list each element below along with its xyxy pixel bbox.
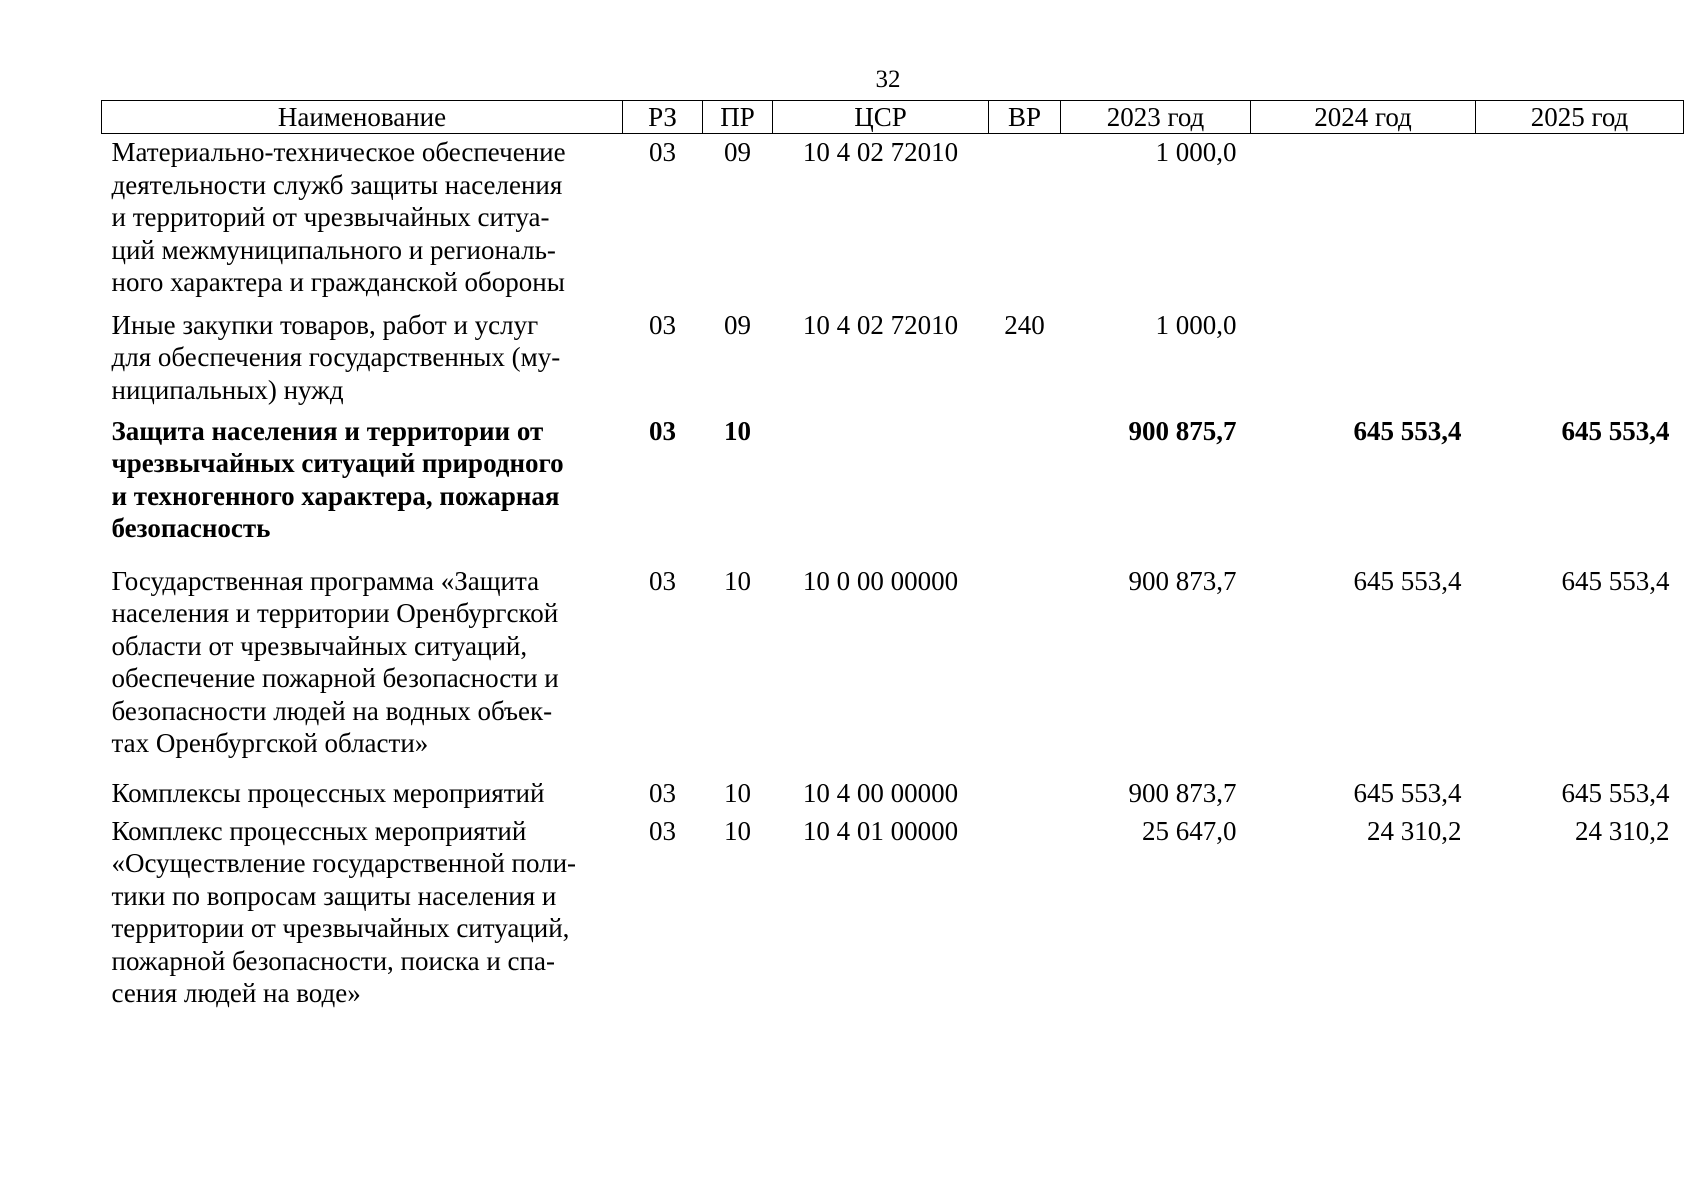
row-rz: 03 xyxy=(649,309,676,340)
row-pr: 10 xyxy=(724,415,751,446)
row-2025 xyxy=(1476,134,1684,309)
row-name-line: безопасности людей на водных объек- xyxy=(111,695,553,726)
row-vr xyxy=(989,415,1061,565)
row-name-line: Комплекс процессных мероприятий xyxy=(111,815,527,846)
page-number: 32 xyxy=(875,66,901,93)
table-row xyxy=(102,134,1684,309)
row-name-line: Защита населения и территории от xyxy=(111,415,544,446)
row-name-line: и техногенного характера, пожарная xyxy=(111,480,560,511)
row-2024: 645 553,4 xyxy=(1353,565,1462,596)
row-pr: 10 xyxy=(724,565,751,596)
row-name xyxy=(102,309,623,415)
row-2023: 25 647,0 xyxy=(1142,815,1237,846)
row-2023: 1 000,0 xyxy=(1155,137,1237,167)
row-2025: 645 553,4 xyxy=(1561,777,1670,808)
table-row xyxy=(102,815,1684,1010)
row-csr: 10 0 00 00000 xyxy=(802,565,959,596)
row-name-line: безопасность xyxy=(111,513,271,543)
row-pr: 10 xyxy=(724,815,751,846)
row-name-line: области от чрезвычайных ситуаций, xyxy=(111,630,528,661)
budget-table xyxy=(101,100,1684,1010)
header-2024: 2024 год xyxy=(1251,101,1476,134)
row-vr xyxy=(989,815,1061,1010)
row-rz: 03 xyxy=(649,415,676,446)
row-rz: 03 xyxy=(649,137,676,167)
row-2023: 900 873,7 xyxy=(1128,565,1237,596)
row-name-line: территории от чрезвычайных ситуаций, xyxy=(111,913,570,943)
table-row xyxy=(102,309,1684,415)
row-2023: 900 875,7 xyxy=(1128,415,1237,446)
row-pr: 10 xyxy=(724,777,751,808)
row-vr: 240 xyxy=(1004,309,1045,340)
row-2024: 24 310,2 xyxy=(1367,815,1462,846)
row-2025: 645 553,4 xyxy=(1561,415,1670,446)
header-2025: 2025 год xyxy=(1476,101,1684,134)
header-pr: ПР xyxy=(703,101,773,134)
row-name-line: сения людей на воде» xyxy=(111,978,361,1008)
row-2024: 645 553,4 xyxy=(1353,777,1462,808)
row-name xyxy=(102,815,623,1010)
table-row xyxy=(102,565,1684,777)
row-name xyxy=(102,777,623,815)
row-name-line: Государственная программа «Защита xyxy=(111,565,540,596)
row-csr xyxy=(773,415,989,565)
row-name xyxy=(102,565,623,777)
header-name: Наименование xyxy=(102,101,623,134)
table-row xyxy=(102,415,1684,565)
row-2023: 900 873,7 xyxy=(1128,777,1237,808)
row-rz: 03 xyxy=(649,565,676,596)
row-2024 xyxy=(1251,309,1476,415)
row-csr: 10 4 02 72010 xyxy=(802,137,959,167)
row-name-line: пожарной безопасности, поиска и спа- xyxy=(111,945,555,976)
row-2024: 645 553,4 xyxy=(1353,415,1462,446)
row-2025 xyxy=(1476,309,1684,415)
row-csr: 10 4 01 00000 xyxy=(802,815,959,846)
row-name-line: и территорий от чрезвычайных ситуа- xyxy=(111,202,550,232)
header-vr: ВР xyxy=(989,101,1061,134)
row-2025: 645 553,4 xyxy=(1561,565,1670,596)
row-name-line: Комплексы процессных мероприятий xyxy=(111,777,545,808)
row-name-line: деятельности служб защиты населения xyxy=(111,169,563,200)
row-name-line: Материально-техническое обеспечение xyxy=(111,137,566,167)
row-name-line: населения и территории Оренбургской xyxy=(111,598,559,628)
row-vr xyxy=(989,565,1061,777)
header-2023: 2023 год xyxy=(1061,101,1251,134)
row-rz: 03 xyxy=(649,815,676,846)
row-name-line: «Осуществление государственной поли- xyxy=(111,848,577,878)
row-csr: 10 4 02 72010 xyxy=(802,309,959,340)
row-2024 xyxy=(1251,134,1476,309)
row-name xyxy=(102,134,623,309)
row-name-line: обеспечение пожарной безопасности и xyxy=(111,663,559,693)
row-pr: 09 xyxy=(724,309,751,340)
row-name-line: для обеспечения государственных (му- xyxy=(111,342,561,372)
row-pr: 09 xyxy=(724,137,751,167)
table-body xyxy=(102,134,1684,1010)
row-name xyxy=(102,415,623,565)
row-name-line: ного характера и гражданской обороны xyxy=(111,267,565,297)
row-name-line: Иные закупки товаров, работ и услуг xyxy=(111,309,539,340)
row-name-line: ций межмуниципального и региональ- xyxy=(111,234,556,265)
row-csr: 10 4 00 00000 xyxy=(802,777,959,808)
row-vr xyxy=(989,134,1061,309)
header-csr: ЦСР xyxy=(773,101,989,134)
row-name-line: ниципальных) нужд xyxy=(111,374,344,405)
row-name-line: тики по вопросам защиты населения и xyxy=(111,880,557,911)
row-name-line: тах Оренбургской области» xyxy=(111,728,429,758)
header-rz: РЗ xyxy=(623,101,703,134)
table-header-row xyxy=(102,101,1684,134)
table-row xyxy=(102,777,1684,815)
row-2025: 24 310,2 xyxy=(1575,815,1670,846)
row-name-line: чрезвычайных ситуаций природного xyxy=(111,448,564,478)
row-rz: 03 xyxy=(649,777,676,808)
row-2023: 1 000,0 xyxy=(1155,309,1237,340)
row-vr xyxy=(989,777,1061,815)
